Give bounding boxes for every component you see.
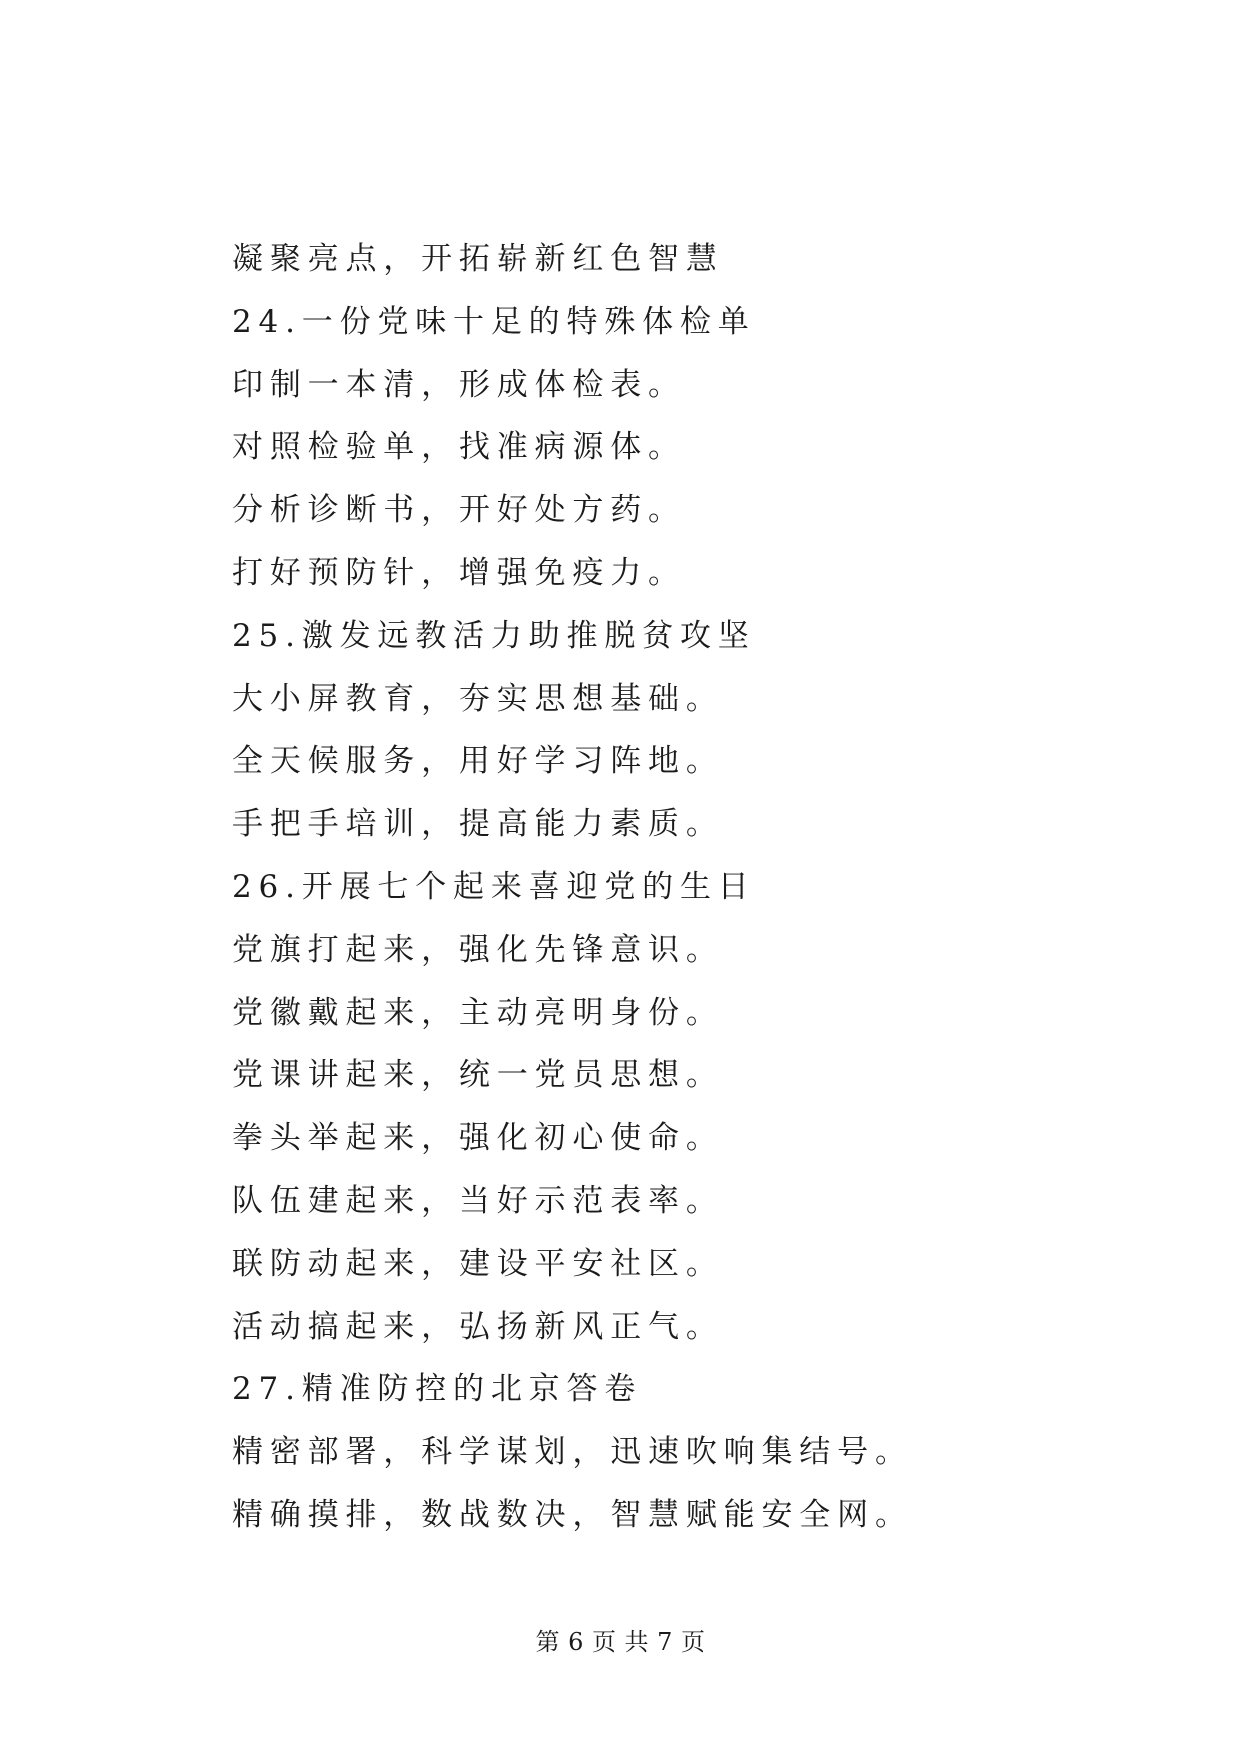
- text-line: 精确摸排，数战数决，智慧赋能安全网。: [232, 1496, 913, 1533]
- text-line: 队伍建起来，当好示范表率。: [232, 1182, 724, 1219]
- text-line: 对照检验单，找准病源体。: [232, 429, 686, 466]
- text-line: 拳头举起来，强化初心使命。: [232, 1120, 724, 1157]
- section-heading: 26.开展七个起来喜迎党的生日: [232, 868, 756, 905]
- text-line: 活动搞起来，弘扬新风正气。: [232, 1308, 724, 1345]
- text-line: 联防动起来，建设平安社区。: [232, 1245, 724, 1282]
- text-line: 手把手培训，提高能力素质。: [232, 806, 724, 843]
- section-heading: 27.精准防控的北京答卷: [232, 1371, 643, 1408]
- text-line: 打好预防针，增强免疫力。: [232, 554, 686, 591]
- text-line: 全天候服务，用好学习阵地。: [232, 743, 724, 780]
- body-text: [232, 228, 1132, 1547]
- text-line: 党徽戴起来，主动亮明身份。: [232, 994, 724, 1031]
- text-line: 党旗打起来，强化先锋意识。: [232, 931, 724, 968]
- text-line: 党课讲起来，统一党员思想。: [232, 1057, 724, 1094]
- text-line: 大小屏教育，夯实思想基础。: [232, 680, 724, 717]
- text-line: 凝聚亮点，开拓崭新红色智慧: [232, 241, 724, 277]
- section-heading: 25.激发远教活力助推脱贫攻坚: [232, 617, 756, 654]
- page-footer: 第 6 页 共 7 页: [535, 1628, 706, 1656]
- text-line: 分析诊断书，开好处方药。: [232, 492, 686, 529]
- text-line: 印制一本清，形成体检表。: [232, 366, 686, 403]
- section-heading: 24.一份党味十足的特殊体检单: [232, 303, 756, 340]
- text-line: 精密部署，科学谋划，迅速吹响集结号。: [232, 1434, 913, 1471]
